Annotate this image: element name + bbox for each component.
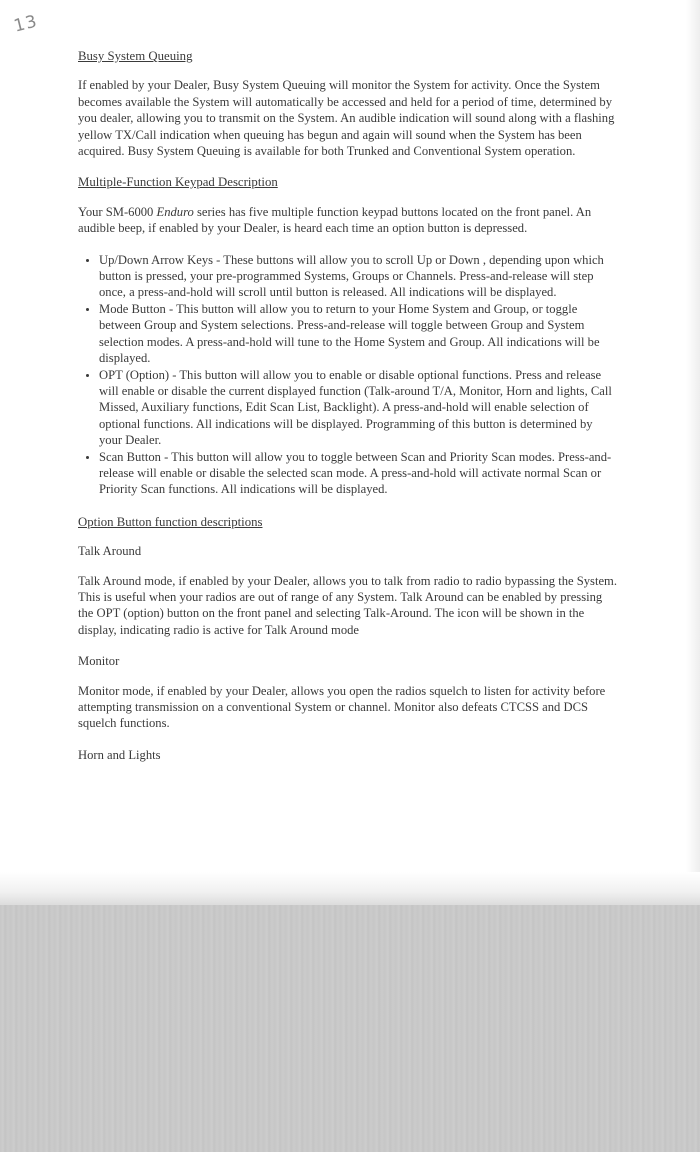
bullet-opt-button: • OPT (Option) - This button will allow you to enable or disable optional functions. Press and release will enable or disable the current displayed function (Talk-around T/A, Monitor, Horn and lights, Call Missed, Auxiliary functions, Edit Scan List, Backlight). A press-and-hold will enable selection of optional functions. All indications will be displayed. Programming of this button is determined by your Dealer. — [99, 367, 618, 449]
subheading-talk-around: Talk Around — [78, 544, 142, 559]
page-bottom-edge — [0, 872, 700, 905]
heading-busy-system-queuing: Busy System Queuing — [78, 49, 193, 63]
page-edge-shadow — [686, 0, 700, 905]
keypad-intro-start: Your SM-6000 — [78, 204, 157, 219]
bullet-mode-button: • Mode Button - This button will allow you to return to your Home System and Group, or toggle between Group and System selections. Press-and-release will toggle between Group and System selection modes. A press-and-hold will tune to the Home System and Group. All indications will be displayed. — [99, 301, 618, 367]
paragraph-keypad-intro — [78, 204, 618, 237]
keypad-bullet-list — [78, 252, 618, 498]
subheading-horn-and-lights: Horn and Lights — [78, 747, 161, 762]
scanner-background — [0, 905, 700, 1152]
paragraph-monitor: Monitor mode, if enabled by your Dealer, allows you open the radios squelch to listen for activity before attempting transmission on a conventional System or channel. Monitor also defeats CTCSS and DCS squelch functions. — [78, 683, 606, 731]
heading-keypad-description: Multiple-Function Keypad Description — [78, 175, 278, 190]
paragraph-talk-around: Talk Around mode, if enabled by your Dealer, allows you to talk from radio to radio bypassing the System. This is useful when your radios are out of range of any System. Talk Around can be enabled by pressing the OPT (option) button on the front panel and selecting Talk-Around. The icon will be shown in the display, indicating radio is active for Talk Around mode — [78, 573, 617, 637]
subheading-monitor: Monitor — [78, 654, 120, 669]
handwritten-page-number: 13 — [11, 11, 40, 37]
bullet-scan-button: • Scan Button - This button will allow you to toggle between Scan and Priority Scan modes. Press-and-release will enable or disable the selected scan mode. A press-and-hold will activate normal Scan or Priority Scan functions. All indications will be displayed. — [99, 449, 618, 498]
heading-option-descriptions: Option Button function descriptions — [78, 514, 263, 529]
bullet-arrow-keys: • Up/Down Arrow Keys - These buttons will allow you to scroll Up or Down , depending upon which button is pressed, your pre-programmed Systems, Groups or Channels. Press-and-release will step once, a press-and-hold will scroll until button is released. All indications will be displayed. — [99, 252, 618, 301]
model-name-enduro: Enduro — [156, 204, 194, 219]
keypad-intro-end: series has five multiple function keypad buttons located on the front panel. An audible beep, if enabled by your Dealer, is heard each time an option button is depressed. — [78, 204, 592, 236]
document-body — [78, 48, 618, 776]
paragraph-busy-system-queuing: If enabled by your Dealer, Busy System Queuing will monitor the System for activity. Once the System becomes available the System will automatically be accessed and held for a period of time, determined by you dealer, allowing you to transmit on the System. An audible indication will sound along with a flashing yellow TX/Call indication when queuing has begun and again will sound when the System has been acquired. Busy System Queuing is available for both Trunked and Conventional System operation. — [78, 78, 615, 159]
